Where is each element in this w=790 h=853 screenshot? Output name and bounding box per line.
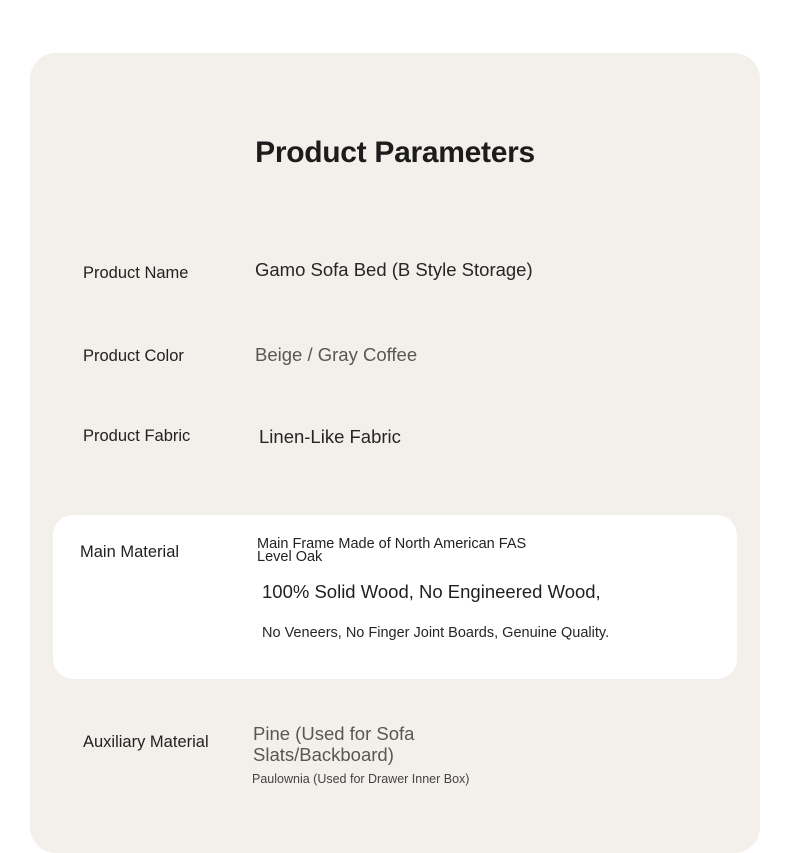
page-title: Product Parameters [255, 136, 535, 169]
auxiliary-material-paulownia: Paulownia (Used for Drawer Inner Box) [252, 772, 470, 786]
main-material-solid-wood: 100% Solid Wood, No Engineered Wood, [262, 581, 601, 602]
auxiliary-material-pine: Pine (Used for Sofa Slats/Backboard) [253, 723, 415, 765]
main-material-frame: Main Frame Made of North American FAS Level Oak [257, 536, 527, 565]
product-name-label: Product Name [83, 264, 189, 282]
main-material-label: Main Material [80, 543, 180, 561]
product-name-value: Gamo Sofa Bed (B Style Storage) [255, 259, 533, 280]
product-color-value: Beige / Gray Coffee [255, 344, 418, 365]
product-color-label: Product Color [83, 347, 184, 365]
product-fabric-label: Product Fabric [83, 427, 191, 445]
auxiliary-material-label: Auxiliary Material [83, 733, 209, 751]
product-fabric-value: Linen-Like Fabric [259, 426, 401, 447]
main-material-quality: No Veneers, No Finger Joint Boards, Genuine Quality. [262, 625, 610, 641]
